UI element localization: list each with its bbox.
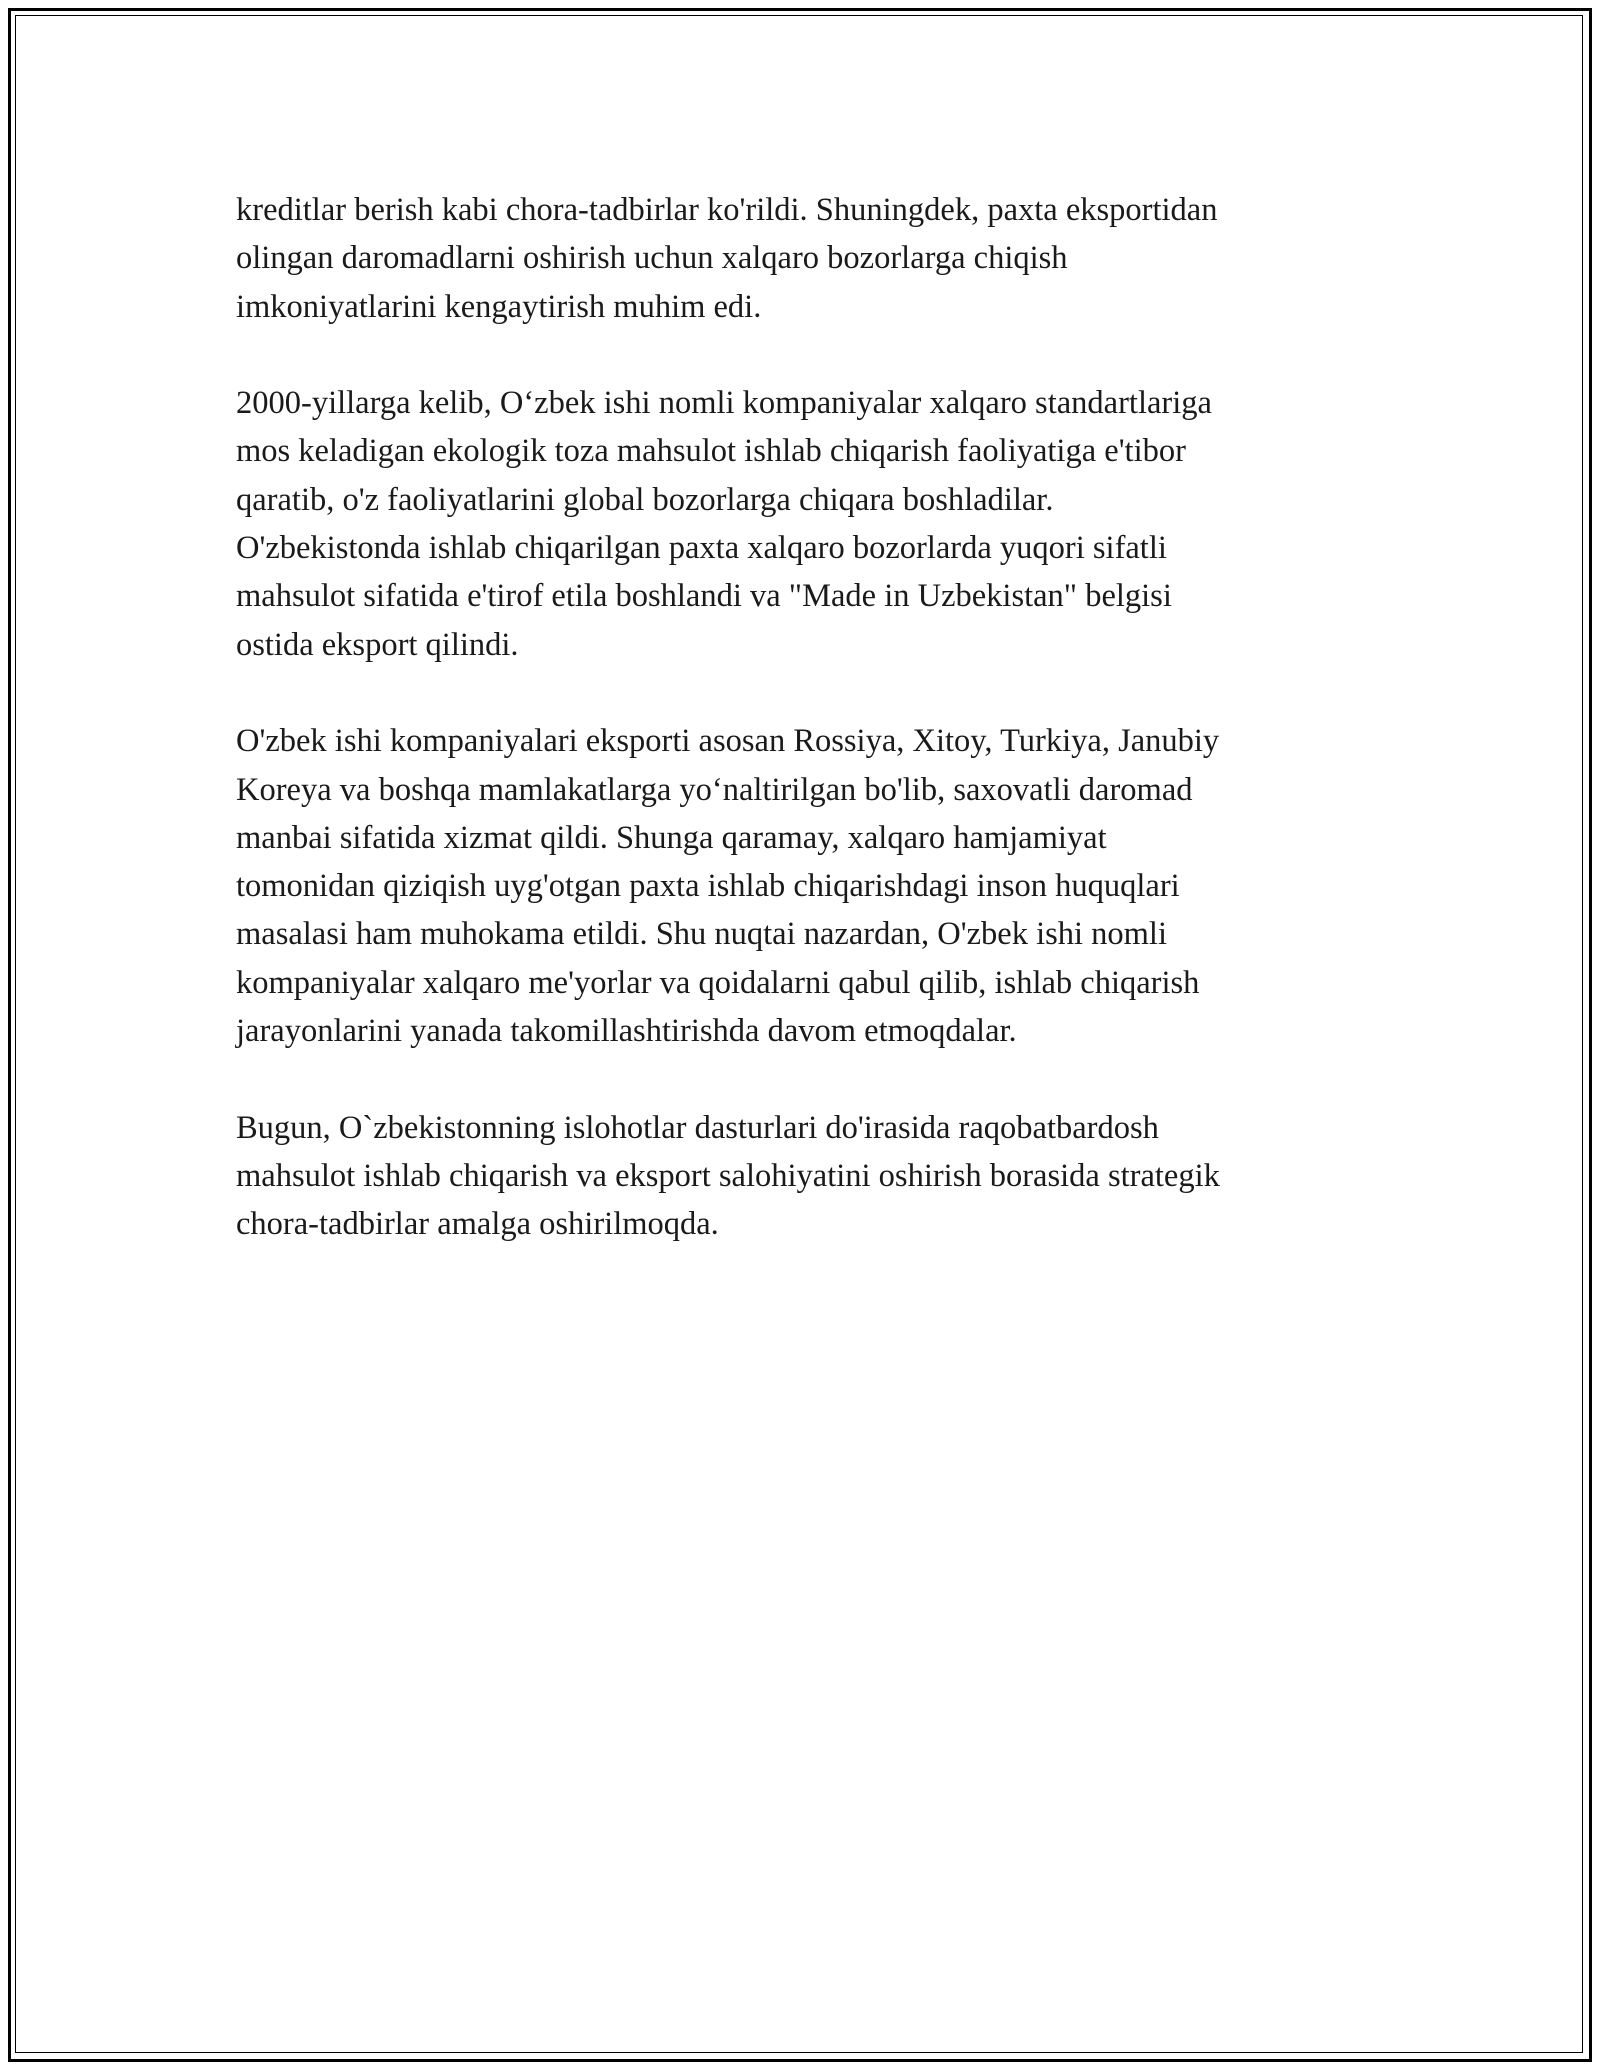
paragraph-4 bbox=[236, 1104, 1366, 1249]
text-line: Bugun, O`zbekistonning islohotlar dasturlari do'irasida raqobatbardosh bbox=[236, 1109, 1159, 1146]
paragraph-3 bbox=[236, 717, 1366, 1055]
text-line: 2000-yillarga kelib, O‘zbek ishi nomli kompaniyalar xalqaro standartlariga bbox=[236, 385, 1212, 422]
text-line: kreditlar berish kabi chora-tadbirlar ko'rildi. Shuningdek, paxta eksportidan bbox=[236, 192, 1218, 228]
text-line: mos keladigan ekologik toza mahsulot ishlab chiqarish faoliyatiga e'tibor bbox=[236, 433, 1186, 470]
text-line: masalasi ham muhokama etildi. Shu nuqtai nazardan, O'zbek ishi nomli bbox=[236, 916, 1167, 953]
text-line: mahsulot sifatida e'tirof etila boshlandi va "Made in Uzbekistan" belgisi bbox=[236, 578, 1172, 615]
text-line: chora-tadbirlar amalga oshirilmoqda. bbox=[236, 1206, 719, 1243]
text-line: O'zbek ishi kompaniyalari eksporti asosan Rossiya, Xitoy, Turkiya, Janubiy bbox=[236, 723, 1220, 760]
text-line: olingan daromadlarni oshirish uchun xalqaro bozorlarga chiqish bbox=[236, 240, 1068, 277]
text-line: jarayonlarini yanada takomillashtirishda davom etmoqdalar. bbox=[236, 1013, 1017, 1050]
text-line: Koreya va boshqa mamlakatlarga yo‘naltirilgan bo'lib, saxovatli daromad bbox=[236, 771, 1193, 808]
text-line: tomonidan qiziqish uyg'otgan paxta ishlab chiqarishdagi inson huquqlari bbox=[236, 868, 1180, 905]
text-line: kompaniyalar xalqaro me'yorlar va qoidalarni qabul qilib, ishlab chiqarish bbox=[236, 964, 1200, 1001]
text-line: ostida eksport qilindi. bbox=[236, 626, 519, 663]
text-line: mahsulot ishlab chiqarish va eksport salohiyatini oshirish borasida strategik bbox=[236, 1157, 1220, 1194]
text-line: O'zbekistonda ishlab chiqarilgan paxta xalqaro bozorlarda yuqori sifatli bbox=[236, 530, 1167, 567]
document-body bbox=[236, 186, 1366, 1249]
text-line: qaratib, o'z faoliyatlarini global bozorlarga chiqara boshladilar. bbox=[236, 481, 1054, 518]
text-line: imkoniyatlarini kengaytirish muhim edi. bbox=[236, 288, 762, 325]
text-line: manbai sifatida xizmat qildi. Shunga qaramay, xalqaro hamjamiyat bbox=[236, 819, 1107, 856]
paragraph-1 bbox=[236, 186, 1366, 331]
paragraph-2 bbox=[236, 379, 1366, 669]
